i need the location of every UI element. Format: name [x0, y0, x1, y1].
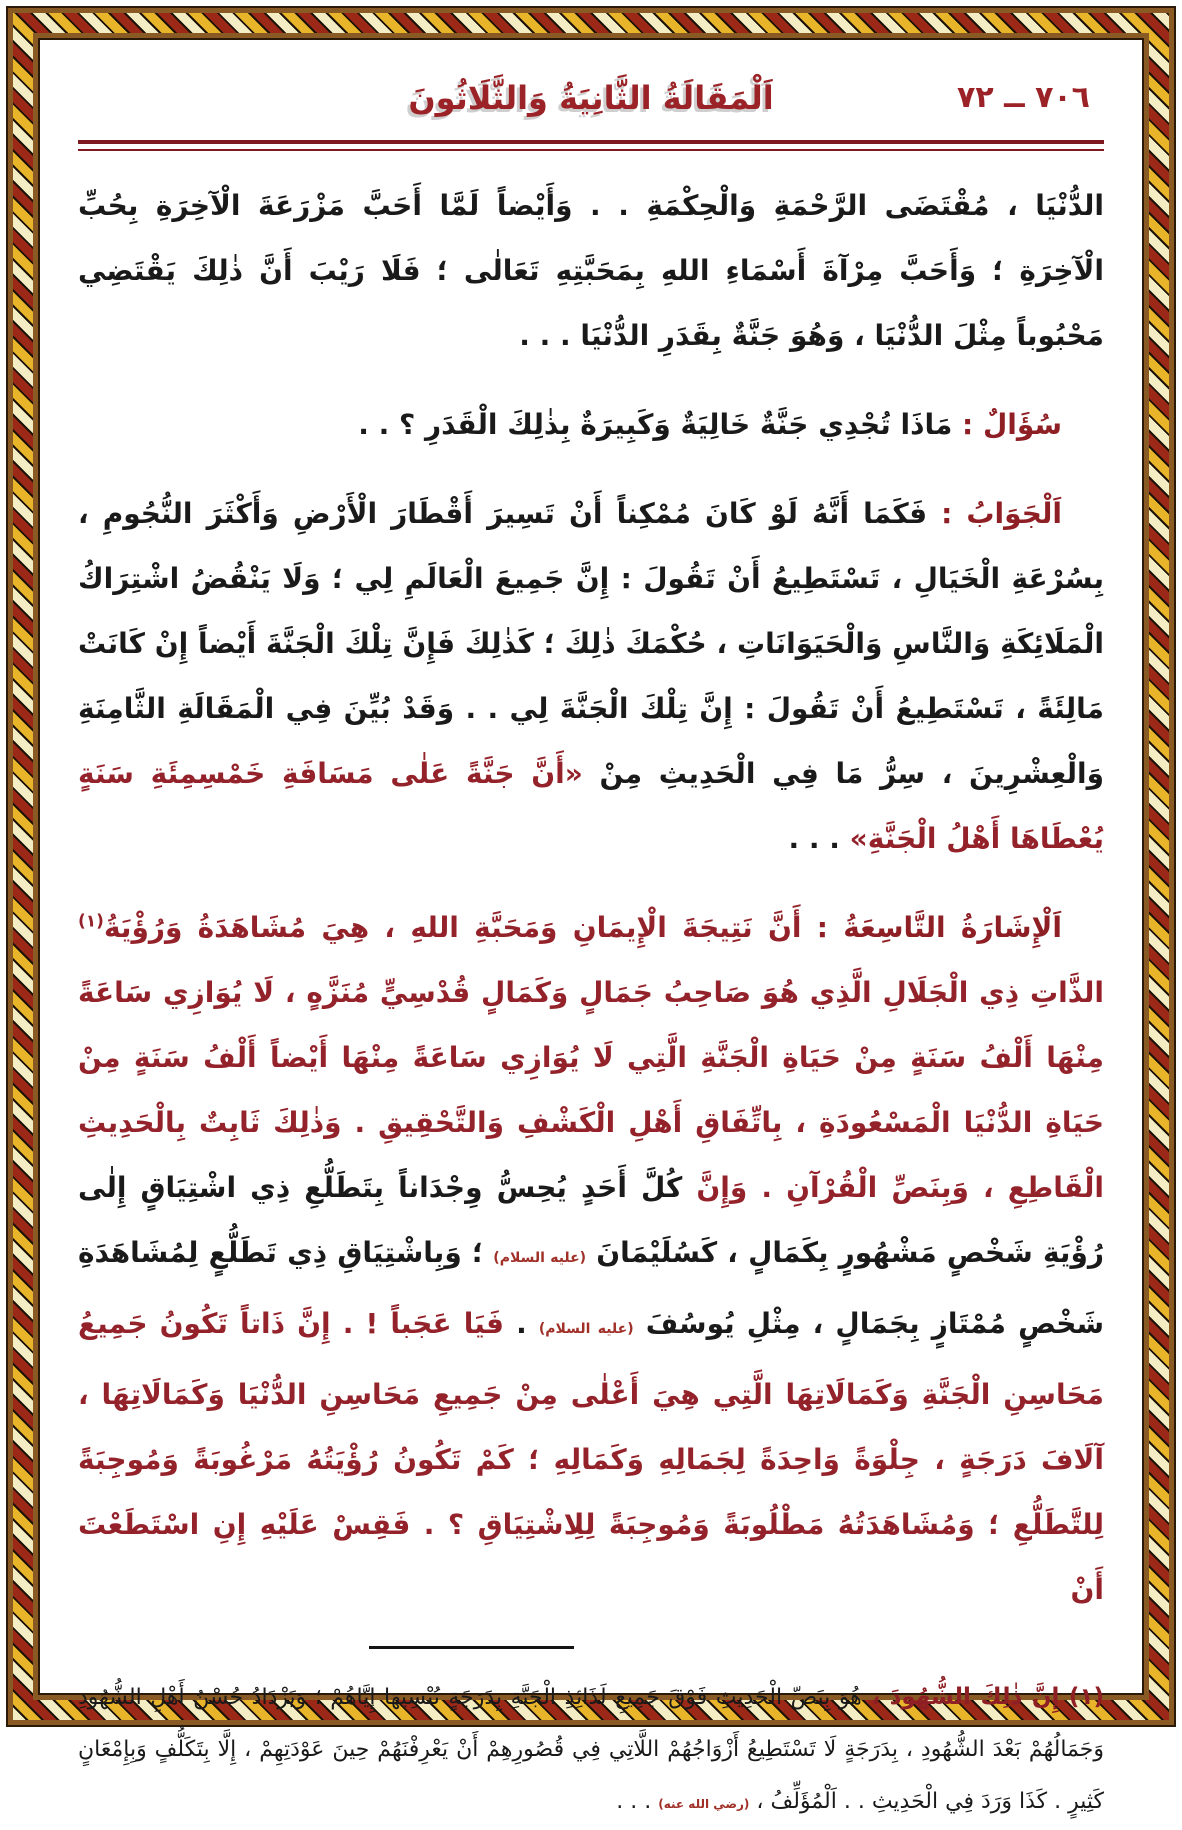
body-text: [78, 173, 1104, 1622]
text-segment: كُلَّ أَحَدٍ يُحِسُّ وِجْدَاناً بِتَطَلُّعِ ذِي اشْتِيَاقٍ إِلٰى رُؤْيَةِ شَخْصٍ مَشْهُورٍ بِكَمَالٍ ، كَسُلَيْمَانَ: [78, 1171, 1104, 1269]
text-segment: مَاذَا تُجْدِي جَنَّةٌ خَالِيَةٌ وَكَبِيرَةٌ بِذٰلِكَ الْقَدَرِ ؟ . .: [358, 408, 953, 441]
header-divider: [78, 140, 1104, 151]
frame-brown-outer: [8, 8, 1174, 1814]
text-segment: ؛ وَبِاشْتِيَاقِ ذِي تَطَلُّعٍ لِمُشَاهَدَةِ شَخْصٍ مُمْتَازٍ بِجَمَالٍ ، مِثْلِ يُوسُفَ: [78, 1236, 1104, 1340]
paragraph: [78, 895, 1104, 1622]
paragraph: [78, 173, 1104, 368]
page-content-area: [40, 40, 1142, 1814]
honorific-seal: (عليه السلام): [538, 1321, 634, 1337]
chain-border-ornament: [13, 13, 1169, 1814]
paragraph: [78, 481, 1104, 871]
text-segment: فَيَا عَجَباً ! . إِنَّ ذَاتاً تَكُونُ جَمِيعُ مَحَاسِنِ الْجَنَّةِ وَكَمَالَاتِهَا الَّتِي هِيَ أَعْلٰى مِنْ جَمِيعِ مَحَاسِنِ الدُّنْيَا وَكَمَالَاتِهَا ، آلَافَ دَرَجَةٍ ، جِلْوَةً وَاحِدَةً لِجَمَالِهِ وَكَمَالِهِ ؛ كَمْ تَكُونُ رُؤْيَتُهُ مَرْغُوبَةً وَمُوجِبَةً لِلتَّطَلُّعِ ؛ وَمُشَاهَدَتُهُ مَطْلُوبَةً وَمُوجِبَةً لِلِاشْتِيَاقِ ؟ . فَقِسْ عَلَيْهِ إِنِ اسْتَطَعْتَ أَنْ: [78, 1307, 1104, 1606]
frame-outline: [6, 6, 1176, 1814]
footnote-marker: (١): [78, 911, 104, 932]
page-title: اَلْمَقَالَةُ الثَّانِيَةُ وَالثَّلَاثُونَ: [408, 79, 774, 117]
page-number: ٧٠٦ ــ ٧٢: [957, 80, 1090, 115]
honorific-seal: (رضي الله عنه): [658, 1797, 750, 1811]
text-segment: اَلْإِشَارَةُ التَّاسِعَةُ :: [801, 911, 1062, 944]
footnote-divider: [369, 1646, 574, 1649]
text-segment: اَلْجَوَابُ :: [927, 497, 1062, 530]
page-header: [78, 66, 1104, 130]
text-segment: الدُّنْيَا ، مُقْتَضَى الرَّحْمَةِ وَالْحِكْمَةِ . . وَأَيْضاً لَمَّا أَحَبَّ مَزْرَعَةَ الْآخِرَةِ بِحُبِّ الْآخِرَةِ ؛ وَأَحَبَّ مِرْآةَ أَسْمَاءِ اللهِ بِمَحَبَّتِهِ تَعَالٰى ؛ فَلَا رَيْبَ أَنَّ ذٰلِكَ يَقْتَضِي مَحْبُوباً مِثْلَ الدُّنْيَا ، وَهُوَ جَنَّةٌ بِقَدَرِ الدُّنْيَا . . .: [78, 189, 1104, 352]
footnote: [78, 1671, 1104, 1830]
honorific-seal: (عليه السلام): [493, 1250, 587, 1266]
text-segment: .: [504, 1307, 539, 1340]
text-segment: . . .: [616, 1789, 659, 1814]
text-segment: «أَنَّ جَنَّةً عَلٰى مَسَافَةِ خَمْسِمِئَةِ سَنَةٍ يُعْطَاهَا أَهْلُ الْجَنَّةِ»: [78, 757, 1104, 855]
frame-outline-inner: [38, 38, 1144, 1814]
text-segment: فَكَمَا أَنَّهُ لَوْ كَانَ مُمْكِناً أَنْ تَسِيرَ أَقْطَارَ الْأَرْضِ وَأَكْثَرَ النُّجُومِ ، بِسُرْعَةِ الْخَيَالِ ، تَسْتَطِيعُ أَنْ تَقُولَ : إِنَّ جَمِيعَ الْعَالَمِ لِي ؛ وَلَا يَنْقُضُ اشْتِرَاكُ الْمَلَائِكَةِ وَالنَّاسِ وَالْحَيَوَانَاتِ ، حُكْمَكَ ذٰلِكَ ؛ كَذٰلِكَ فَإِنَّ تِلْكَ الْجَنَّةَ أَيْضاً إِنْ كَانَتْ مَالِئَةً ، تَسْتَطِيعُ أَنْ تَقُولَ : إِنَّ تِلْكَ الْجَنَّةَ لِي . . وَقَدْ بُيِّنَ فِي الْمَقَالَةِ الثَّامِنَةِ وَالْعِشْرِينَ ، سِرُّ مَا فِي الْحَدِيثِ مِنْ: [78, 497, 1105, 790]
text-segment: الذَّاتِ ذِي الْجَلَالِ الَّذِي هُوَ صَاحِبُ جَمَالٍ وَكَمَالٍ قُدْسِيٍّ مُنَزَّهٍ ، لَا يُوَازِي سَاعَةً مِنْهَا أَلْفُ سَنَةٍ مِنْ حَيَاةِ الْجَنَّةِ الَّتِي لَا يُوَازِي سَاعَةً مِنْهَا أَيْضاً أَلْفُ سَنَةٍ مِنْ حَيَاةِ الدُّنْيَا الْمَسْعُودَةِ ، بِاتِّفَاقِ أَهْلِ الْكَشْفِ وَالتَّحْقِيقِ . وَذٰلِكَ ثَابِتٌ بِالْحَدِيثِ الْقَاطِعِ ، وَبِنَصِّ الْقُرْآنِ . وَإِنَّ: [78, 976, 1105, 1204]
text-segment: سُؤَالٌ :: [952, 408, 1062, 441]
text-segment: (١) إِنَّ ذٰلِكَ الشُّهُودَ ،: [861, 1684, 1104, 1710]
text-segment: هُوَ بِنَصِّ الْحَدِيثِ فَوْقَ جَمِيعِ لَذَائِذِ الْجَنَّةِ بِدَرَجَةٍ تُنْسِيهَا إِيَّاهُمْ ؛ وَيَزْدَادُ حُسْنُ أَهْلِ الشُّهُودِ وَجَمَالُهُمْ بَعْدَ الشُّهُودِ ، بِدَرَجَةٍ لَا تَسْتَطِيعُ أَزْوَاجُهُمْ اللَّاتِي فِي قُصُورِهِمْ أَنْ يَعْرِفْنَهُمْ حِينَ عَوْدَتِهِمْ ، إِلَّا بِتَكَلُّفٍ وَبِإِمْعَانٍ كَثِيرٍ . كَذَا وَرَدَ فِي الْحَدِيثِ . . اَلْمُؤَلِّفُ ،: [78, 1685, 1104, 1814]
text-segment: أَنَّ نَتِيجَةَ الْإِيمَانِ وَمَحَبَّةِ اللهِ ، هِيَ مُشَاهَدَةُ وَرُؤْيَةُ: [103, 911, 802, 944]
text-segment: . . .: [788, 822, 850, 855]
paragraph: [78, 392, 1104, 457]
frame-brown-inner: [33, 33, 1149, 1814]
